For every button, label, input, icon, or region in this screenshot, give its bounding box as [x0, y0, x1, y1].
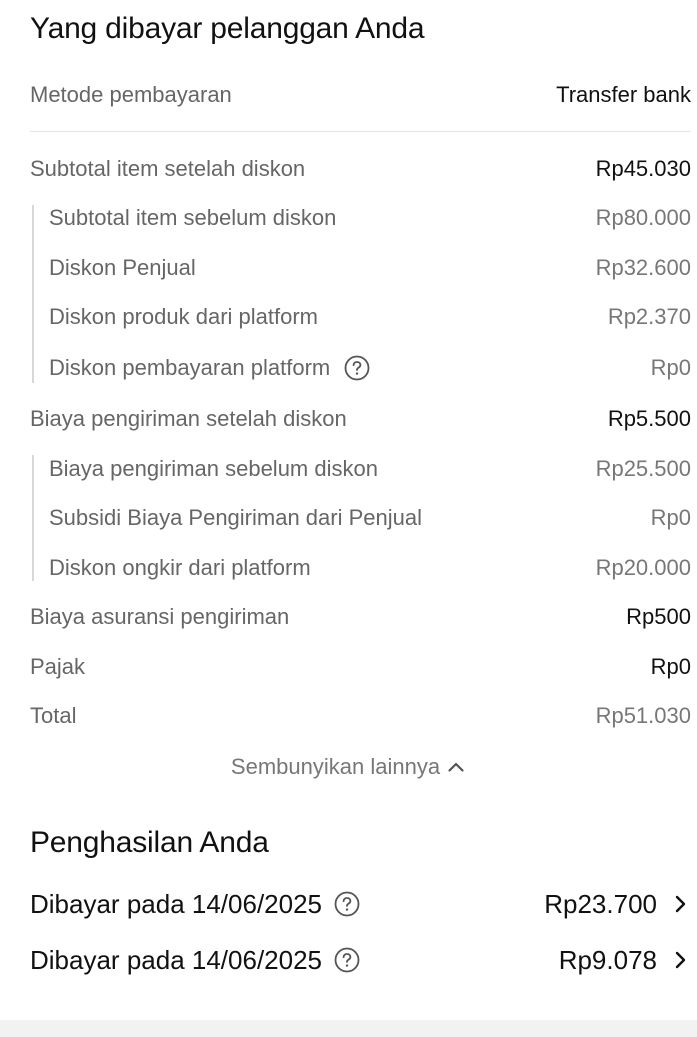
subtotal-after-discount-row	[30, 149, 691, 189]
chevron-up-icon	[446, 757, 466, 777]
seller-discount-value: Rp32.600	[595, 255, 691, 280]
total-value: Rp51.030	[595, 703, 691, 728]
subtotal-breakdown-indent-line	[32, 205, 34, 383]
shipping-before-discount-value: Rp25.500	[595, 456, 691, 481]
tax-row	[30, 647, 691, 687]
subtotal-before-discount-label: Subtotal item sebelum diskon	[49, 205, 337, 230]
platform-product-discount-label: Diskon produk dari platform	[49, 304, 319, 329]
seller-shipping-subsidy-value: Rp0	[650, 505, 691, 530]
shipping-breakdown-indent-line	[32, 455, 34, 581]
total-label: Total	[30, 703, 77, 728]
help-circle-icon[interactable]	[334, 947, 360, 973]
total-row	[30, 696, 691, 736]
tax-label: Pajak	[30, 654, 86, 679]
hide-more-toggle[interactable]	[0, 750, 697, 784]
shipping-after-discount-value: Rp5.500	[607, 406, 691, 431]
seller-discount-row	[49, 248, 691, 288]
hide-more-label: Sembunyikan lainnya	[230, 754, 441, 779]
shipping-insurance-label: Biaya asuransi pengiriman	[30, 604, 290, 629]
shipping-after-discount-row	[30, 399, 691, 439]
subtotal-before-discount-row	[49, 198, 691, 238]
seller-discount-label: Diskon Penjual	[49, 255, 196, 280]
platform-payment-discount-row	[49, 348, 691, 388]
platform-shipping-discount-row	[49, 548, 691, 588]
subtotal-after-discount-label: Subtotal item setelah diskon	[30, 156, 306, 181]
platform-product-discount-row	[49, 297, 691, 337]
earning-item-1[interactable]	[30, 882, 691, 926]
platform-product-discount-value: Rp2.370	[607, 304, 691, 329]
earning-item-2-label: Dibayar pada 14/06/2025	[30, 944, 323, 975]
seller-shipping-subsidy-label: Subsidi Biaya Pengiriman dari Penjual	[49, 505, 422, 530]
shipping-before-discount-row	[49, 449, 691, 489]
tax-value: Rp0	[650, 654, 691, 679]
chevron-right-icon[interactable]	[669, 949, 691, 971]
payment-method-label: Metode pembayaran	[30, 82, 232, 107]
shipping-before-discount-label: Biaya pengiriman sebelum diskon	[49, 456, 378, 481]
bottom-section-separator	[0, 1020, 697, 1037]
subtotal-before-discount-value: Rp80.000	[595, 205, 691, 230]
earnings-title: Penghasilan Anda	[30, 826, 269, 859]
platform-payment-discount-label: Diskon pembayaran platform	[49, 355, 331, 380]
section-divider	[30, 131, 691, 132]
payment-method-row	[30, 75, 691, 115]
shipping-insurance-row	[30, 597, 691, 637]
help-circle-icon[interactable]	[344, 355, 370, 381]
earning-item-1-label: Dibayar pada 14/06/2025	[30, 888, 323, 919]
help-circle-icon[interactable]	[334, 891, 360, 917]
shipping-insurance-value: Rp500	[626, 604, 691, 629]
earning-item-2-amount: Rp9.078	[558, 944, 657, 975]
seller-shipping-subsidy-row	[49, 498, 691, 538]
earning-item-2[interactable]	[30, 938, 691, 982]
payment-method-value: Transfer bank	[556, 82, 691, 107]
platform-shipping-discount-label: Diskon ongkir dari platform	[49, 555, 311, 580]
chevron-right-icon[interactable]	[669, 893, 691, 915]
customer-payment-title: Yang dibayar pelanggan Anda	[30, 12, 425, 45]
platform-payment-discount-value: Rp0	[650, 355, 691, 380]
subtotal-after-discount-value: Rp45.030	[595, 156, 691, 181]
shipping-after-discount-label: Biaya pengiriman setelah diskon	[30, 406, 347, 431]
platform-shipping-discount-value: Rp20.000	[595, 555, 691, 580]
earning-item-1-amount: Rp23.700	[544, 888, 657, 919]
